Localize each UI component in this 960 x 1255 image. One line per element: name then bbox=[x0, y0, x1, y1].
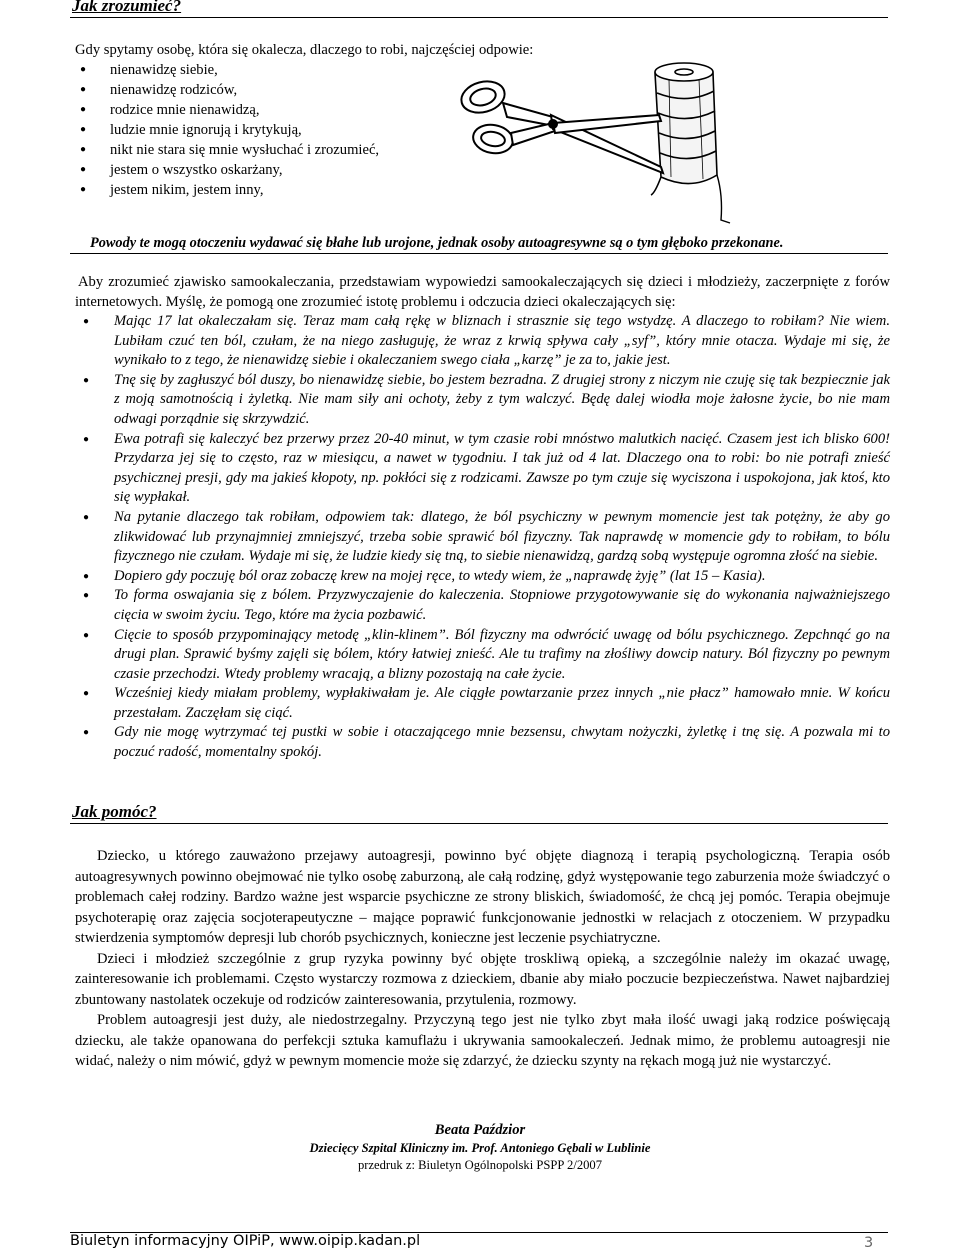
author-name: Beata Paździor bbox=[434, 1122, 526, 1138]
author-institution: Dziecięcy Szpital Kliniczny im. Prof. Antoniego Gębali w Lublinie bbox=[309, 1141, 651, 1155]
quote-item: ● Na pytanie dlaczego tak robiłam, odpowiem tak: dlatego, że ból psychiczny w pewnym momencie jest tak potężny, że aby go zlikwidować lub przynajmniej zmniejszyć, trzeba sobie sprawić ból fizyczny. Tak naprawdę w momencie gdy to robiłam, to bólu fizycznego nie czułam. Wydaje mi się, że ludzie kiedy się tną, to siebie nienawidzą, gardzą sobą występuje ogromna złość na siebie. bbox=[75, 508, 890, 567]
title-rule bbox=[70, 823, 888, 824]
reprint-source: przedruk z: Biuletyn Ogólnopolski PSPP 2/2007 bbox=[357, 1158, 603, 1172]
quotes-list bbox=[75, 312, 890, 763]
quote-item: ● Dopiero gdy poczuję ból oraz zobaczę krew na mojej ręce, to wtedy wiem, że „naprawdę żyję” (lat 15 – Kasia). bbox=[75, 567, 890, 587]
aby-paragraph: Aby zrozumieć zjawisko samookaleczania, przedstawiam wypowiedzi samookaleczających się dzieci i młodzieży, zaczerpnięte z forów internetowych. Myślę, że pomogą one zrozumieć istotę problemu i odczucia dzieci okaleczających się: bbox=[75, 274, 890, 310]
answers-list bbox=[80, 60, 379, 200]
scissors-and-bandage-icon bbox=[455, 55, 745, 230]
list-item: ● nikt nie stara się mnie wysłuchać i zrozumieć, bbox=[80, 140, 379, 160]
signature-block bbox=[0, 1120, 960, 1174]
powody-statement: Powody te mogą otoczeniu wydawać się błahe lub urojone, jednak osoby autoagresywne są o tym głęboko przekonane. bbox=[90, 235, 784, 251]
quote-item: ● Tnę się by zagłuszyć ból duszy, bo nienawidzę siebie, bo jestem bezradna. Z drugiej strony z niczym nie czuję się tak bezpiecznie jak z moją samotnością i żyletką. Nie mam siły ani ochoty, żeby z tym walczyć. Będę dalej wiodła moje żałosne życie, bo nie mam odwagi porządnie się skrzywdzić. bbox=[75, 371, 890, 430]
list-item: ● jestem nikim, jestem inny, bbox=[80, 180, 379, 200]
quote-item: ● Wcześniej kiedy miałam problemy, wypłakiwałam je. Ale ciągłe powtarzanie przez innych „nie płacz” hamowało mnie. W końcu przestałam. Zaczęłam się ciąć. bbox=[75, 684, 890, 723]
list-item: ● nienawidzę siebie, bbox=[80, 60, 379, 80]
footer-publication: Biuletyn informacyjny OIPiP, www.oipip.kadan.pl bbox=[70, 1233, 421, 1249]
quote-item: ● Cięcie to sposób przypominający metodę „klin-klinem”. Ból fizyczny ma odwrócić uwagę od bólu psychicznego. Zepchnąć go na drugi plan. Sprawić byśmy zajęli się bólem, który łatwiej znieść. Ale tu trafimy na złośliwy dowcip natury. Ból fizyczny po pewnym czasie przechodzi. Wtedy problemy wracają, a blizny pozostają na całe życie. bbox=[75, 626, 890, 685]
paragraph: Problem autoagresji jest duży, ale niedostrzegalny. Przyczyną tego jest nie tylko zbyt mała ilość uwagi jaką rodzice poświęcają dziecku, ale także opanowana do perfekcji sztuka kamuflażu i ukrywania samookaleczeń. Jednak mimo, że problemu autoagresji nie widać, należy o nim mówić, gdyż w pewnym momencie może się zdarzyć, że dziecku szynty na rękach mogą już nie wystarczyć. bbox=[75, 1012, 890, 1069]
page-number: 3 bbox=[864, 1235, 874, 1251]
section-title-jak-zrozumiec: Jak zrozumieć? bbox=[72, 0, 182, 15]
quote-item: ● Ewa potrafi się kaleczyć bez przerwy przez 20-40 minut, w tym czasie robi mnóstwo malutkich nacięć. Czasem jest ich blisko 600! Przydarza jej się to często, raz w miesiącu, a nawet w tygodniu. I tak już od 4 lat. Dlaczego ona to robi: bo nie potrafi znieść psychicznej presji, gdy ma jakieś kłopoty, np. pokłóci się z rodzicami. Zawsze po tym czuje się wyciszona i uspokojona, jak ktoś, kto się wypłakał. bbox=[75, 430, 890, 508]
list-item: ● jestem o wszystko oskarżany, bbox=[80, 160, 379, 180]
quote-item: ● To forma oswajania się z bólem. Przyzwyczajenie do kaleczenia. Stopniowe przygotowywanie się do wykonania najważniejszego cięcia w swoim życiu. Tego, które ma życia pozbawić. bbox=[75, 586, 890, 625]
title-rule bbox=[70, 17, 888, 18]
paragraph: Dziecko, u którego zauważono przejawy autoagresji, powinno być objęte diagnozą i terapią psychologiczną. Terapia osób autoagresywnych powinno obejmować nie tylko osobę zaburzoną, ale całą rodzinę, gdyż występowanie tego zaburzenia może świadczyć o problemach całej rodziny. Bardzo ważne jest wsparcie psychiczne ze strony bliskich, świadomość, że chcą jej pomóc. Terapia obejmuje psychoterapię oraz zajęcia socjoterapeutyczne – mające poprawić funkcjonowanie jednostki w relacjach z otoczeniem. W przypadku stwierdzenia symptomów depresji lub chorób psychicznych, konieczne jest leczenie psychiatryczne. bbox=[75, 848, 890, 946]
help-section-body bbox=[75, 846, 890, 1072]
paragraph: Dzieci i młodzież szczególnie z grup ryzyka powinny być objęte troskliwą opieką, a szczególnie należy im okazać uwagę, zainteresowanie ich problemami. Często wystarczy rozmowa z dzieckiem, dbanie aby miało poczucie bezpieczeństwa. Nawet najbardziej zbuntowany nastolatek oczekuje od rodziców zainteresowania, przytulenia, rozmowy. bbox=[75, 950, 890, 1008]
list-item: ● ludzie mnie ignorują i krytykują, bbox=[80, 120, 379, 140]
quote-item: ● Gdy nie mogę wytrzymać tej pustki w sobie i otaczającego mnie bezsensu, chwytam nożyczki, żyletkę i tnę się. A pozwala mi to poczuć radość, momentalny spokój. bbox=[75, 723, 890, 762]
list-item: ● rodzice mnie nienawidzą, bbox=[80, 100, 379, 120]
intro-text: Gdy spytamy osobę, która się okalecza, dlaczego to robi, najczęściej odpowie: bbox=[75, 42, 534, 58]
list-item: ● nienawidzę rodziców, bbox=[80, 80, 379, 100]
section-title-jak-pomoc: Jak pomóc? bbox=[72, 802, 157, 821]
quote-item: ● Mając 17 lat okaleczałam się. Teraz mam całą rękę w bliznach i strasznie się tego wstydzę. A dlaczego to robiłam? Nie wiem. Lubiłam czuć ten ból, czułam, że na niego zasługuję, że wraz z krwią spływa cały „syf”, który mnie otacza. Wydaje mi się, że wynikało to z tego, że nienawidzę siebie i okaleczaniem swego ciała „karzę” je za to, jakie jest. bbox=[75, 312, 890, 371]
statement-rule bbox=[70, 253, 888, 254]
